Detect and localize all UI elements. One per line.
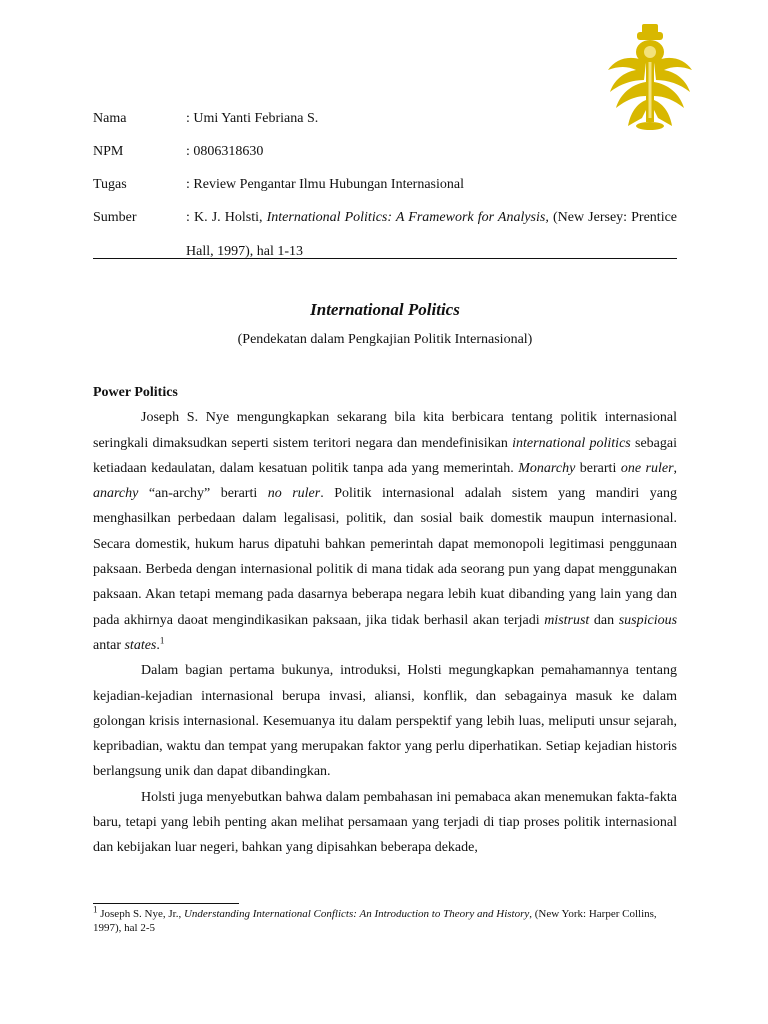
- text-run: .: [156, 637, 160, 653]
- footnote-author: Joseph S. Nye, Jr.,: [100, 908, 182, 920]
- italic-term: Monarchy: [518, 460, 576, 476]
- italic-term: anarchy: [93, 486, 139, 502]
- source-prefix: : K. J. Holsti,: [186, 210, 263, 225]
- italic-term: suspicious: [618, 612, 678, 628]
- header-divider: [93, 258, 677, 259]
- header-value: : Umi Yanti Febriana S.: [186, 111, 319, 126]
- text-run: antar: [93, 637, 121, 653]
- header-value: : Review Pengantar Ilmu Hubungan Internasional: [186, 177, 464, 192]
- header-row-nama: [93, 102, 677, 135]
- header-label: Tugas: [93, 177, 127, 192]
- italic-term: international politics: [512, 435, 631, 451]
- footnote-divider: [93, 903, 239, 904]
- header-row-tugas: [93, 168, 677, 201]
- text-run: “an-archy” berarti: [148, 486, 258, 502]
- text-run: . Politik internasional adalah sistem yang mandiri yang menghasilkan perbedaan dalam legalisasi, politik, dan sosial baik domestik maupun internasional. Secara domestik, hukum harus dipatuhi bahkan pemerintah dapat memonopoli legitimasi penggunaan paksaan. Berbeda dengan internasional politik di mana tidak ada seorang pun yang dapat menggunakan paksaan. Akan tetapi memang pada dasarnya beberapa negara lebih kuat dibanding yang lain yang dan pada akhirnya daoat mengindikasikan paksaan, jika tidak berhasil akan terjadi: [93, 486, 677, 628]
- header-row-npm: [93, 135, 677, 168]
- header-label: Sumber: [93, 210, 137, 225]
- paragraph-1: [93, 405, 677, 658]
- italic-term: mistrust: [544, 612, 590, 628]
- footnote-ref[interactable]: 1: [159, 635, 165, 646]
- source-book-title: International Politics: A Framework for Analysis,: [266, 210, 549, 225]
- header-value: : 0806318630: [186, 144, 264, 159]
- paragraph-2: Dalam bagian pertama bukunya, introduksi, Holsti megungkapkan pemahamannya tentang kejadian-kejadian internasional berupa invasi, aliansi, konflik, dan sebagainya masuk ke dalam golongan krisis internasional. Kesemuanya itu dalam perspektif yang lebih luas, meliputi unsur sejarah, kepribadian, waktu dan tempat yang merupakan faktor yang perlu diperhatikan. Setiap kejadian historis berlangsung unik dan dapat dibandingkan.: [93, 663, 677, 780]
- header-label: Nama: [93, 111, 127, 126]
- paragraph-3: Holsti juga menyebutkan bahwa dalam pembahasan ini pemabaca akan menemukan fakta-fakta baru, tetapi yang lebih penting akan melihat persamaan yang terjadi di tiap proses politik internasional dan kebijakan luar negeri, bahkan yang dipisahkan beberapa dekade,: [93, 789, 677, 856]
- document-body: [93, 380, 677, 861]
- document-title: International Politics: [310, 300, 460, 319]
- section-heading: Power Politics: [93, 385, 178, 400]
- text-run: dan: [593, 612, 615, 628]
- footnote-number: 1: [93, 904, 98, 915]
- footnote-book-title: Understanding International Conflicts: An Introduction to Theory and History: [183, 908, 530, 920]
- header-label: NPM: [93, 144, 124, 159]
- italic-term: one ruler: [620, 460, 674, 476]
- footnote: [93, 904, 677, 935]
- italic-term: no ruler: [267, 486, 321, 502]
- document-header: [93, 102, 677, 269]
- text-run: berarti: [579, 460, 617, 476]
- text-run: sebagai ketiadaan kedaulatan, dalam kesatuan politik tanpa ada yang memerintah.: [93, 435, 677, 476]
- document-subtitle: (Pendekatan dalam Pengkajian Politik Internasional): [237, 332, 533, 347]
- text-run: ,: [673, 460, 678, 476]
- footnote-details: , (New York: Harper Collins, 1997), hal 2-5: [93, 908, 657, 934]
- italic-term: states: [124, 637, 157, 653]
- text-run: Joseph S. Nye mengungkapkan sekarang bila kita berbicara tentang politik internasional seringkali dimaksudkan seperti sistem teritori negara dan mendefinisikan: [93, 410, 677, 451]
- source-suffix: (New Jersey: Prentice Hall, 1997), hal 1-13: [186, 210, 678, 259]
